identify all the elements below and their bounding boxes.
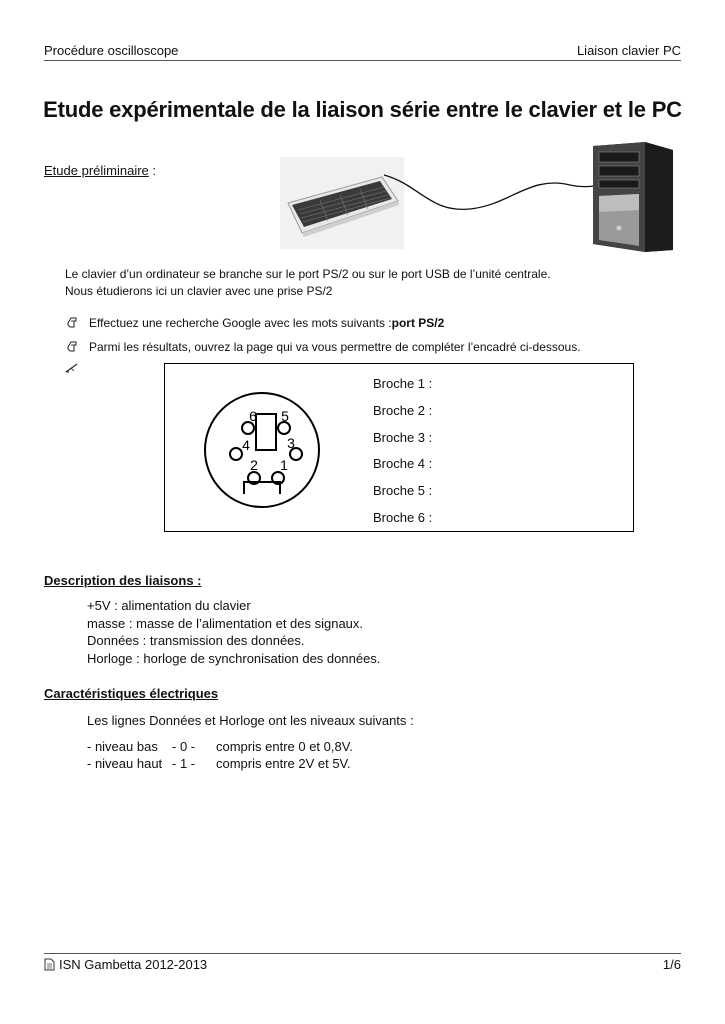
intro-line-2: Nous étudierons ici un clavier avec une prise PS/2 xyxy=(65,284,333,298)
ps2-connector-diagram xyxy=(200,388,324,512)
pencil-icon xyxy=(65,361,79,379)
intro-line-1: Le clavier d’un ordinateur se branche sur le port PS/2 ou sur le port USB de l’unité centrale. xyxy=(65,267,551,281)
liaisons-list xyxy=(87,597,380,667)
step-1-text: Effectuez une recherche Google avec les mots suivants : xyxy=(89,316,392,330)
electrical-intro: Les lignes Données et Horloge ont les niveaux suivants : xyxy=(87,713,414,728)
level-label: - niveau haut xyxy=(87,756,163,771)
keyboard-cable xyxy=(380,165,610,235)
footer-left xyxy=(44,957,207,972)
pin-label-5: 5 xyxy=(281,408,289,424)
pin-label-4: 4 xyxy=(242,437,250,453)
broche-3: Broche 3 : xyxy=(373,430,433,445)
header-right: Liaison clavier PC xyxy=(576,43,681,58)
level-value: - 1 - xyxy=(172,756,196,771)
pin-label-3: 3 xyxy=(287,435,295,451)
document-icon xyxy=(44,958,55,971)
broche-1: Broche 1 : xyxy=(373,376,433,391)
step-1 xyxy=(65,316,444,330)
level-range: compris entre 0 et 0,8V. xyxy=(216,739,353,754)
pc-tower-image xyxy=(585,140,681,252)
broche-2: Broche 2 : xyxy=(373,403,433,418)
liaison-line: masse : masse de l’alimentation et des signaux. xyxy=(87,615,364,631)
page-number: 1/6 xyxy=(662,957,681,972)
broche-4: Broche 4 : xyxy=(373,456,433,471)
footer-left-text: ISN Gambetta 2012-2013 xyxy=(59,957,208,972)
level-label: - niveau bas xyxy=(87,739,158,754)
pin-label-6: 6 xyxy=(249,408,257,424)
liaison-line: +5V : alimentation du clavier xyxy=(87,598,251,613)
header-left: Procédure oscilloscope xyxy=(44,43,179,58)
electrical-heading: Caractéristiques électriques xyxy=(44,686,219,701)
level-value: - 0 - xyxy=(172,739,196,754)
level-range: compris entre 2V et 5V. xyxy=(216,756,351,771)
step-1-bold: port PS/2 xyxy=(391,316,445,330)
header-divider xyxy=(44,60,681,61)
preliminary-suffix: : xyxy=(148,163,157,178)
pin-label-1: 1 xyxy=(280,457,288,473)
page-title: Etude expérimentale de la liaison série entre le clavier et le PC xyxy=(43,97,682,122)
step-2 xyxy=(65,340,581,354)
liaison-line: Horloge : horloge de synchronisation des données. xyxy=(87,650,381,666)
step-2-text: Parmi les résultats, ouvrez la page qui va vous permettre de compléter l’encadré ci-dessous. xyxy=(89,340,581,354)
preliminary-heading xyxy=(44,163,156,178)
mouse-pointer-icon xyxy=(65,340,79,354)
liaison-line: Données : transmission des données. xyxy=(87,633,305,648)
broche-5: Broche 5 : xyxy=(373,483,433,498)
footer-divider xyxy=(44,953,681,954)
liaisons-heading: Description des liaisons : xyxy=(44,573,202,588)
pin-label-2: 2 xyxy=(250,457,258,473)
preliminary-label: Etude préliminaire xyxy=(44,163,149,178)
broche-6: Broche 6 : xyxy=(373,510,433,525)
mouse-pointer-icon xyxy=(65,316,79,330)
